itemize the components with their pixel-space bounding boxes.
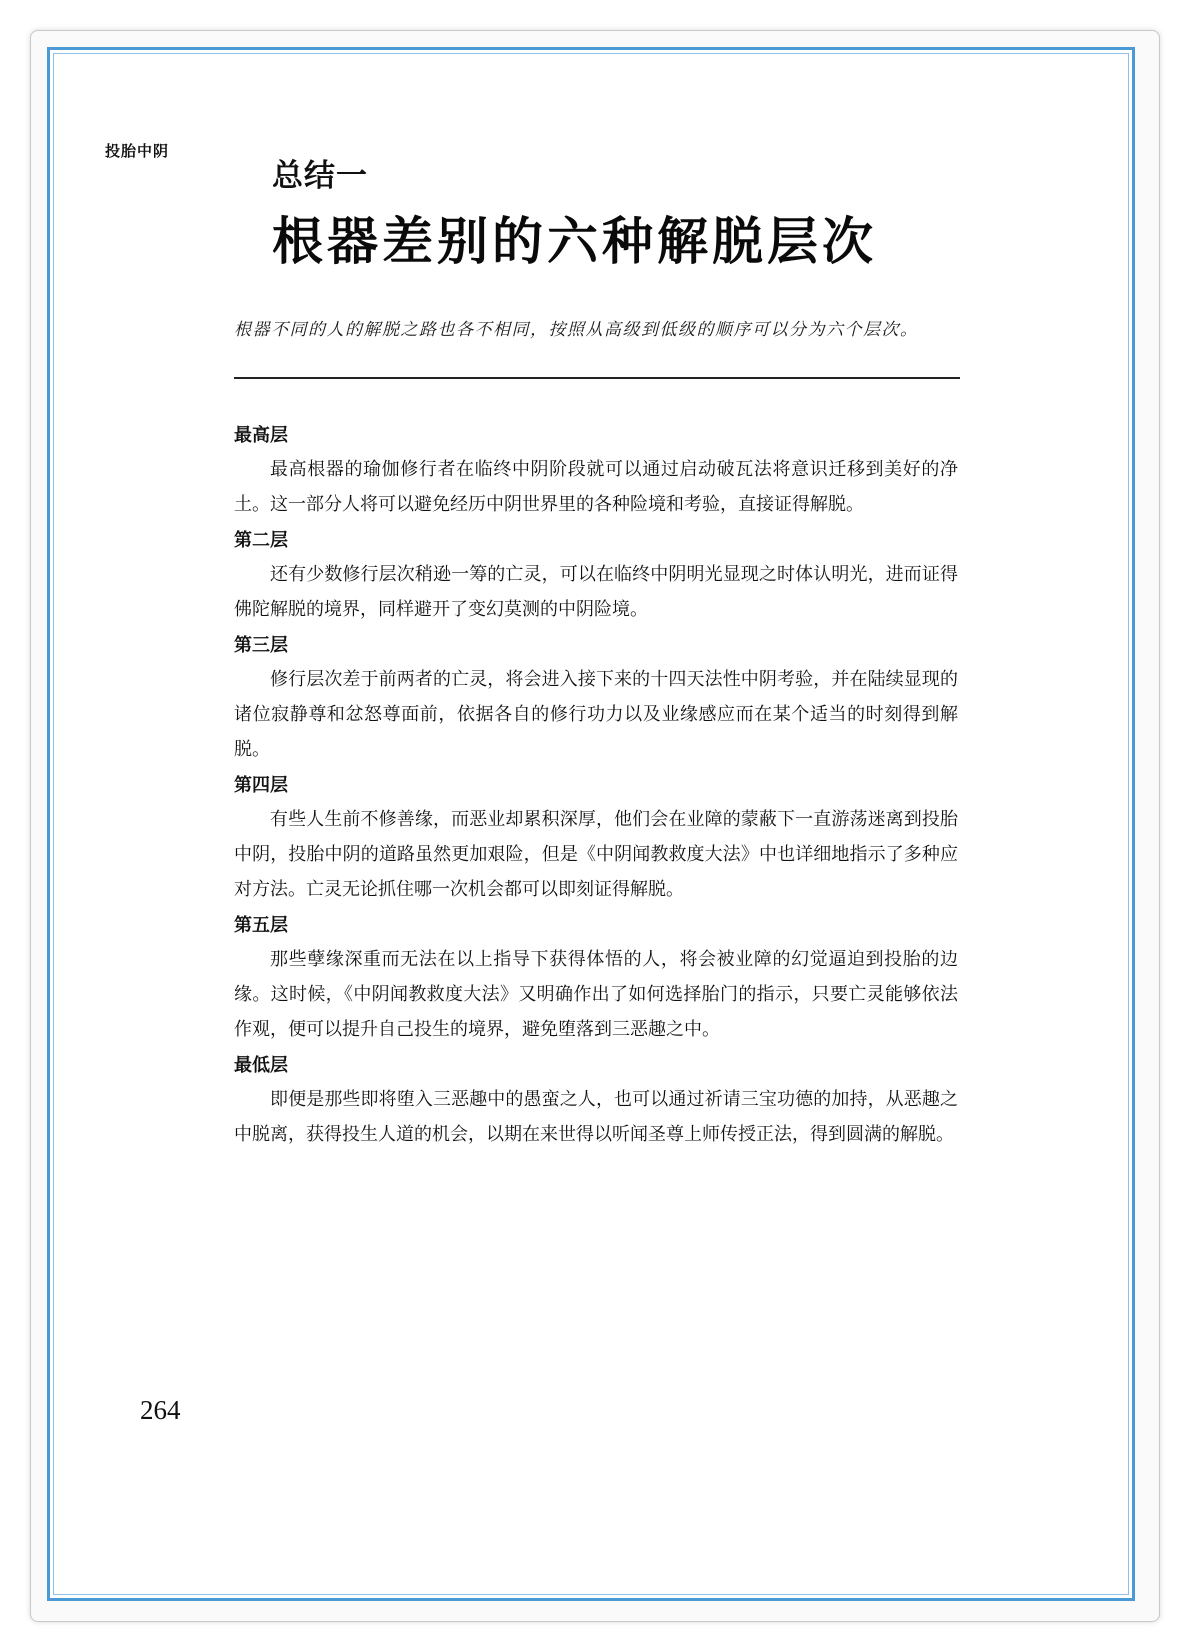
section-heading: 最高层 bbox=[234, 425, 288, 446]
chapter-title: 根器差别的六种解脱层次 bbox=[272, 212, 878, 272]
section-heading: 第三层 bbox=[234, 635, 288, 656]
section-paragraph: 有些人生前不修善缘，而恶业却累积深厚，他们会在业障的蒙蔽下一直游荡迷离到投胎中阴，投胎中阴的道路虽然更加艰险，但是《中阴闻教救度大法》中也详细地指示了多种应对方法。亡灵无论抓住哪一次机会都可以即刻证得解脱。 bbox=[234, 809, 958, 900]
intro-paragraph: 根器不同的人的解脱之路也各不相同，按照从高级到低级的顺序可以分为六个层次。 bbox=[234, 320, 919, 340]
content-body bbox=[234, 420, 958, 1155]
section-paragraph: 即便是那些即将堕入三恶趣中的愚蛮之人，也可以通过祈请三宝功德的加持，从恶趣之中脱离，获得投生人道的机会，以期在来世得以听闻圣尊上师传授正法，得到圆满的解脱。 bbox=[234, 1089, 958, 1145]
divider bbox=[234, 377, 960, 379]
running-head: 投胎中阴 bbox=[105, 142, 170, 160]
page-number: 264 bbox=[140, 1395, 181, 1425]
section-paragraph: 那些孽缘深重而无法在以上指导下获得体悟的人，将会被业障的幻觉逼迫到投胎的边缘。这时候，《中阴闻教救度大法》又明确作出了如何选择胎门的指示，只要亡灵能够依法作观，便可以提升自己投生的境界，避免堕落到三恶趣之中。 bbox=[234, 949, 958, 1040]
section-third-level bbox=[234, 630, 958, 767]
section-lowest-level bbox=[234, 1050, 958, 1152]
section-top-level bbox=[234, 420, 958, 522]
page bbox=[47, 47, 1135, 1601]
section-heading: 第四层 bbox=[234, 775, 288, 796]
section-paragraph: 还有少数修行层次稍逊一筹的亡灵，可以在临终中阴明光显现之时体认明光，进而证得佛陀解脱的境界，同样避开了变幻莫测的中阴险境。 bbox=[234, 564, 958, 620]
section-second-level bbox=[234, 525, 958, 627]
section-paragraph: 最高根器的瑜伽修行者在临终中阴阶段就可以通过启动破瓦法将意识迁移到美好的净土。这一部分人将可以避免经历中阴世界里的各种险境和考验，直接证得解脱。 bbox=[234, 459, 958, 515]
section-heading: 最低层 bbox=[234, 1055, 288, 1076]
section-paragraph: 修行层次差于前两者的亡灵，将会进入接下来的十四天法性中阴考验，并在陆续显现的诸位寂静尊和忿怒尊面前，依据各自的修行功力以及业缘感应而在某个适当的时刻得到解脱。 bbox=[234, 669, 958, 760]
section-heading: 第五层 bbox=[234, 915, 288, 936]
section-fifth-level bbox=[234, 910, 958, 1047]
section-fourth-level bbox=[234, 770, 958, 907]
section-heading: 第二层 bbox=[234, 530, 288, 551]
chapter-subtitle: 总结一 bbox=[272, 158, 368, 194]
